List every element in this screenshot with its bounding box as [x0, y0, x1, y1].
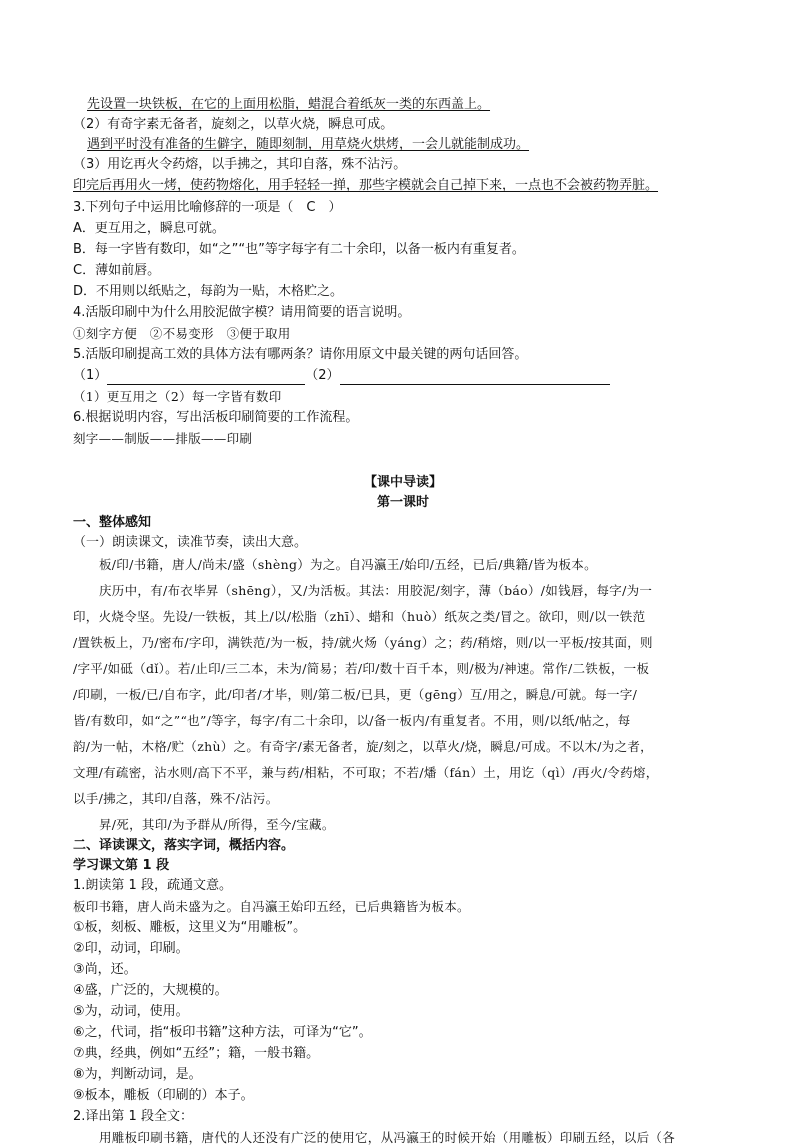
q5-blanks — [73, 367, 610, 385]
q3-option-d: D．不用则以纸贴之，每韵为一贴，木格贮之。 — [73, 284, 344, 299]
translation-line-2: 遇到平时没有准备的生僻字，随即刻制，用草烧火烘烤，一会儿就能制成功。 — [87, 137, 530, 152]
question-4-stem: 4.活版印刷中为什么用胶泥做字模？请用简要的语言说明。 — [73, 305, 411, 320]
note-item: ③尚，还。 — [73, 962, 137, 977]
question-6-stem: 6.根据说明内容，写出活板印刷简要的工作流程。 — [73, 410, 359, 425]
note-item: ⑤为，动词，使用。 — [73, 1004, 189, 1019]
reading-text-line: 印，火烧令坚。先设/一铁板，其上/以/松脂（zhī）、蜡和（huò）纸灰之类/冒之。欲印，则/以一铁范 — [73, 609, 646, 624]
translation-line-1: 先设置一块铁板，在它的上面用松脂，蜡混合着纸灰一类的东西盖上。 — [87, 97, 491, 112]
reading-text-line: 韵/为一帖，木格/贮（zhù）之。有奇字/素无备者，旋/刻之，以草火/烧，瞬息/可成。不以木/为之者， — [73, 739, 653, 754]
sentence-3: （3）用讫再火令药熔，以手拂之，其印自落，殊不沾污。 — [73, 157, 407, 172]
q5-blank-1 — [107, 370, 305, 385]
q5-blank-2 — [340, 370, 610, 385]
question-3-stem: 3.下列句子中运用比喻修辞的一项是（ C ） — [73, 200, 342, 215]
task-2: 2.译出第 1 段全文： — [73, 1109, 193, 1124]
paragraph-1-text: 板印书籍，唐人尚未盛为之。自冯瀛王始印五经，已后典籍皆为板本。 — [73, 899, 470, 914]
reading-text-line: 皆/有数印，如“之”“也”/等字，每字/有二十余印，以/备一板内/有重复者。不用，则/以纸/帖之，每 — [73, 713, 631, 728]
q5-blank-2-label: （2） — [305, 368, 340, 383]
question-5-stem: 5.活版印刷提高工效的具体方法有哪两条？请你用原文中最关键的两句话回答。 — [73, 347, 528, 362]
note-item: ⑥之，代词，指“板印书籍”这种方法，可译为“它”。 — [73, 1025, 372, 1040]
q3-option-b: B．每一字皆有数印，如“之”“也”等字每字有二十余印，以备一板内有重复者。 — [73, 242, 525, 257]
reading-text-line: 文理/有疏密，沾水则/高下不平，兼与药/相粘，不可取；不若/燔（fán）土，用讫（qì）/再火/令药熔， — [73, 765, 659, 780]
q6-answer: 刻字——制版——排版——印刷 — [73, 431, 253, 446]
task-1: 1.朗读第 1 段，疏通文意。 — [73, 878, 232, 893]
sentence-2: （2）有奇字素无备者，旋刻之，以草火烧，瞬息可成。 — [73, 117, 394, 132]
note-item: ⑧为，判断动词，是。 — [73, 1067, 202, 1082]
reading-text-line: 以手/拂之，其印/自落，殊不/沾污。 — [73, 791, 279, 806]
q4-answer: ①刻字方便 ②不易变形 ③便于取用 — [73, 326, 291, 341]
q3-option-c: C．薄如前唇。 — [73, 263, 161, 278]
reading-text-line: /字平/如砥（dǐ）。若/止印/三二本，未为/简易；若/印/数十百千本，则/极为/神速。常作/二铁板，一板 — [73, 661, 650, 676]
part-1-title: 一、整体感知 — [73, 515, 152, 530]
note-item: ②印，动词，印刷。 — [73, 941, 189, 956]
note-item: ⑨板本，雕板（印刷的）本子。 — [73, 1088, 254, 1103]
q5-blank-1-label: （1） — [73, 368, 108, 383]
note-item: ⑦典，经典，例如“五经”；籍，一般书籍。 — [73, 1046, 320, 1061]
lesson-period: 第一课时 — [376, 495, 429, 510]
reading-text-line: 庆历中，有/布衣毕昇（shēng），又/为活板。其法：用胶泥/刻字，薄（báo）/如钱唇，每字/为一 — [99, 583, 653, 598]
note-item: ①板，刻板、雕板，这里义为“用雕板”。 — [73, 920, 307, 935]
translation-line-3: 印完后再用火一烤，使药物熔化，用手轻轻一掸，那些字模就会自己掉下来，一点也不会被药物弄脏。 — [73, 178, 659, 193]
q3-option-a: A．更互用之，瞬息可就。 — [73, 221, 225, 236]
section-heading: 【课中导读】 — [363, 475, 442, 490]
note-item: ④盛，广泛的，大规模的。 — [73, 983, 228, 998]
reading-text-line: /置铁板上，乃/密布/字印，满铁范/为一板，持/就火炀（yáng）之；药/稍熔，则/以一平板/按其面，则 — [73, 635, 653, 650]
reading-text-line: 昇/死，其印/为予群从/所得，至今/宝藏。 — [99, 817, 335, 832]
reading-text-line: 板/印/书籍，唐人/尚未/盛（shèng）为之。自冯瀛王/始印/五经，已后/典籍/皆为板本。 — [99, 557, 597, 572]
part-2-title: 二、译读课文，落实字词，概括内容。 — [73, 838, 295, 853]
translation-text: 用雕板印刷书籍，唐代的人还没有广泛的使用它，从冯瀛王的时候开始（用雕板）印刷五经，以后（各 — [99, 1130, 676, 1145]
reading-text-line: /印刷，一板/已/自布字，此/印者/才毕，则/第二板/已具，更（gēng）互/用之，瞬息/可就。每一字/ — [73, 687, 638, 702]
part-2-subtitle: 学习课文第 1 段 — [73, 858, 170, 873]
part-1-task: （一）朗读课文，读准节奏，读出大意。 — [73, 535, 308, 550]
q5-answer: （1）更互用之（2）每一字皆有数印 — [73, 389, 282, 404]
